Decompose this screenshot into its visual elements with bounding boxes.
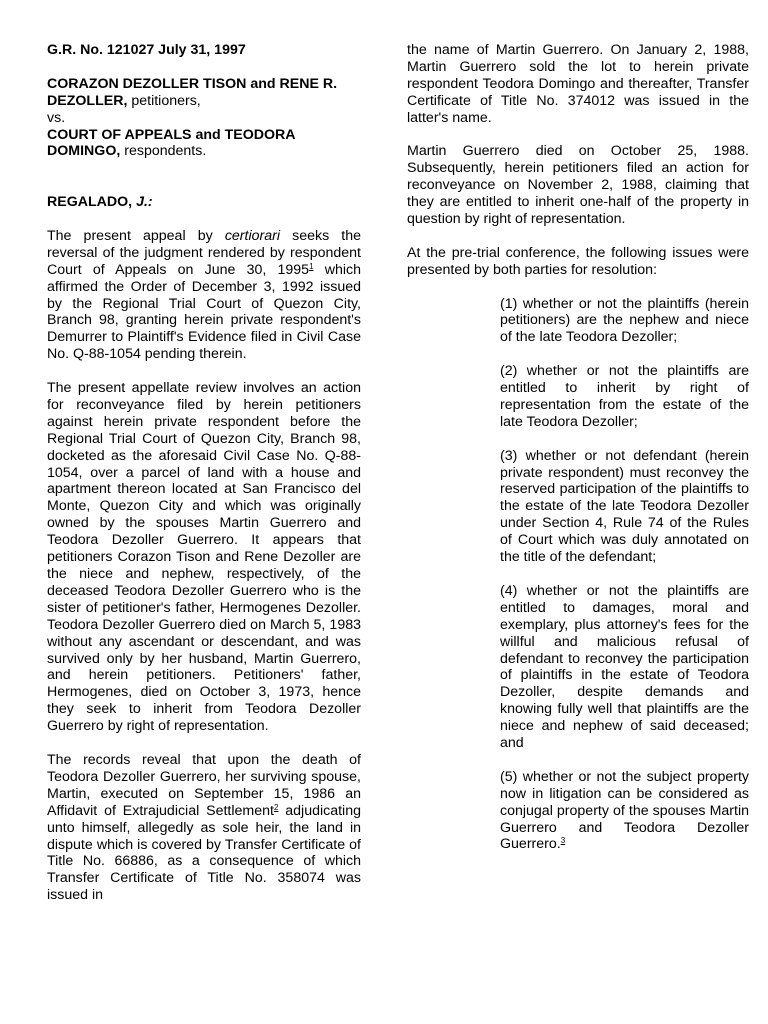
paragraph-1: The present appeal by certiorari seeks the reversal of the judgment rendered by respondent Court of Appeals on June 30, 1995$^1$ which affirmed the Order of December 3, 1992 issued by the Regional Trial Court of Quezon City, Branch 98, granting herein private respondent's Demurrer to Plaintiff's Evidence filed in Civil Case No. Q-88-1054 pending therein. [47, 227, 362, 363]
issue-5: (5) whether or not the subject property now in litigation can be considered as conjugal property of the spouses Martin Guerrero and Teodora Dezoller Guerrero.$^3$ [500, 768, 749, 853]
respondents-names: COURT OF APPEALS and TEODORA DOMINGO, [47, 126, 296, 160]
paragraph-5: At the pre-trial conference, the following issues were presented by both parties for resolution: [407, 244, 749, 278]
issue-1: (1) whether or not the plaintiffs (herein petitioners) are the nephew and niece of the late Teodora Dezoller; [500, 295, 749, 346]
paragraph-3: The records reveal that upon the death of Teodora Dezoller Guerrero, her surviving spouse, Martin, executed on September 15, 1986 an Affidavit of Extrajudicial Settlement$^2$ adjudicating unto himself, allegedly as sole heir, the land in dispute which is covered by Transfer Certificate of Title No. 66886, as a consequence of which Transfer Certificate of Title No. 358074 was issued in [47, 751, 361, 904]
footnote-1-link[interactable]: 1 [309, 261, 314, 271]
issues-list [500, 296, 749, 854]
paragraph-4: Martin Guerrero died on October 25, 1988. Subsequently, herein petitioners filed an action for reconveyance on November 2, 1988, claiming that they are entitled to inherit one-half of the property in question by right of representation. [407, 143, 749, 228]
versus: vs. [47, 109, 66, 126]
petitioners-label: petitioners, [127, 92, 201, 109]
footnote-2-link[interactable]: 2 [273, 802, 279, 812]
petitioners-names: CORAZON DEZOLLER TISON and RENE R. DEZOLLER, [47, 75, 338, 109]
footnote-3-link[interactable]: 3 [560, 836, 566, 846]
paragraph-2: The present appellate review involves an action for reconveyance filed by herein petitioners against herein private respondent before the Regional Trial Court of Quezon City, Branch 98, docketed as the aforesaid Civil Case No. Q-88-1054, over a parcel of land with a house and apartment thereon located at San Francisco del Monte, Quezon City and which was originally owned by the spouses Martin Guerrero and Teodora Dezoller Guerrero. It appears that petitioners Corazon Tison and Rene Dezoller are the niece and nephew, respectively, of the deceased Teodora Dezoller Guerrero who is the sister of petitioner's father, Hermogenes Dezoller. Teodora Dezoller Guerrero died on March 5, 1983 without any ascendant or descendant, and was survived only by her husband, Martin Guerrero, and herein petitioners. Petitioners' father, Hermogenes, died on October 3, 1973, hence they seek to inherit from Teodora Dezoller Guerrero by right of representation. [47, 380, 361, 735]
paragraph-3-continued: the name of Martin Guerrero. On January 2, 1988, Martin Guerrero sold the lot to herein private respondent Teodora Domingo and thereafter, Transfer Certificate of Title No. 374012 was issued in the latter's name. [407, 42, 749, 126]
left-column [47, 42, 361, 921]
ponente: REGALADO, J.: [47, 194, 153, 211]
right-column [407, 42, 749, 870]
respondents-label: respondents. [120, 143, 207, 160]
issue-4: (4) whether or not the plaintiffs are entitled to damages, moral and exemplary, plus attorney's fees for the willful and malicious refusal of defendant to reconvey the participation of plaintiffs in the estate of Teodora Dezoller, despite demands and knowing fully well that plaintiffs are the niece and nephew of said deceased; and [500, 582, 749, 752]
issue-2: (2) whether or not the plaintiffs are entitled to inherit by right of representation from the estate of the late Teodora Dezoller; [500, 363, 749, 430]
case-number: G.R. No. 121027 July 31, 1997 [47, 42, 246, 58]
case-parties [47, 76, 361, 161]
issue-3: (3) whether or not defendant (herein private respondent) must reconvey the reserved participation of the plaintiffs to the estate of the late Teodora Dezoller under Section 4, Rule 74 of the Rules of Court which was duly annotated on the title of the defendant; [500, 447, 749, 566]
